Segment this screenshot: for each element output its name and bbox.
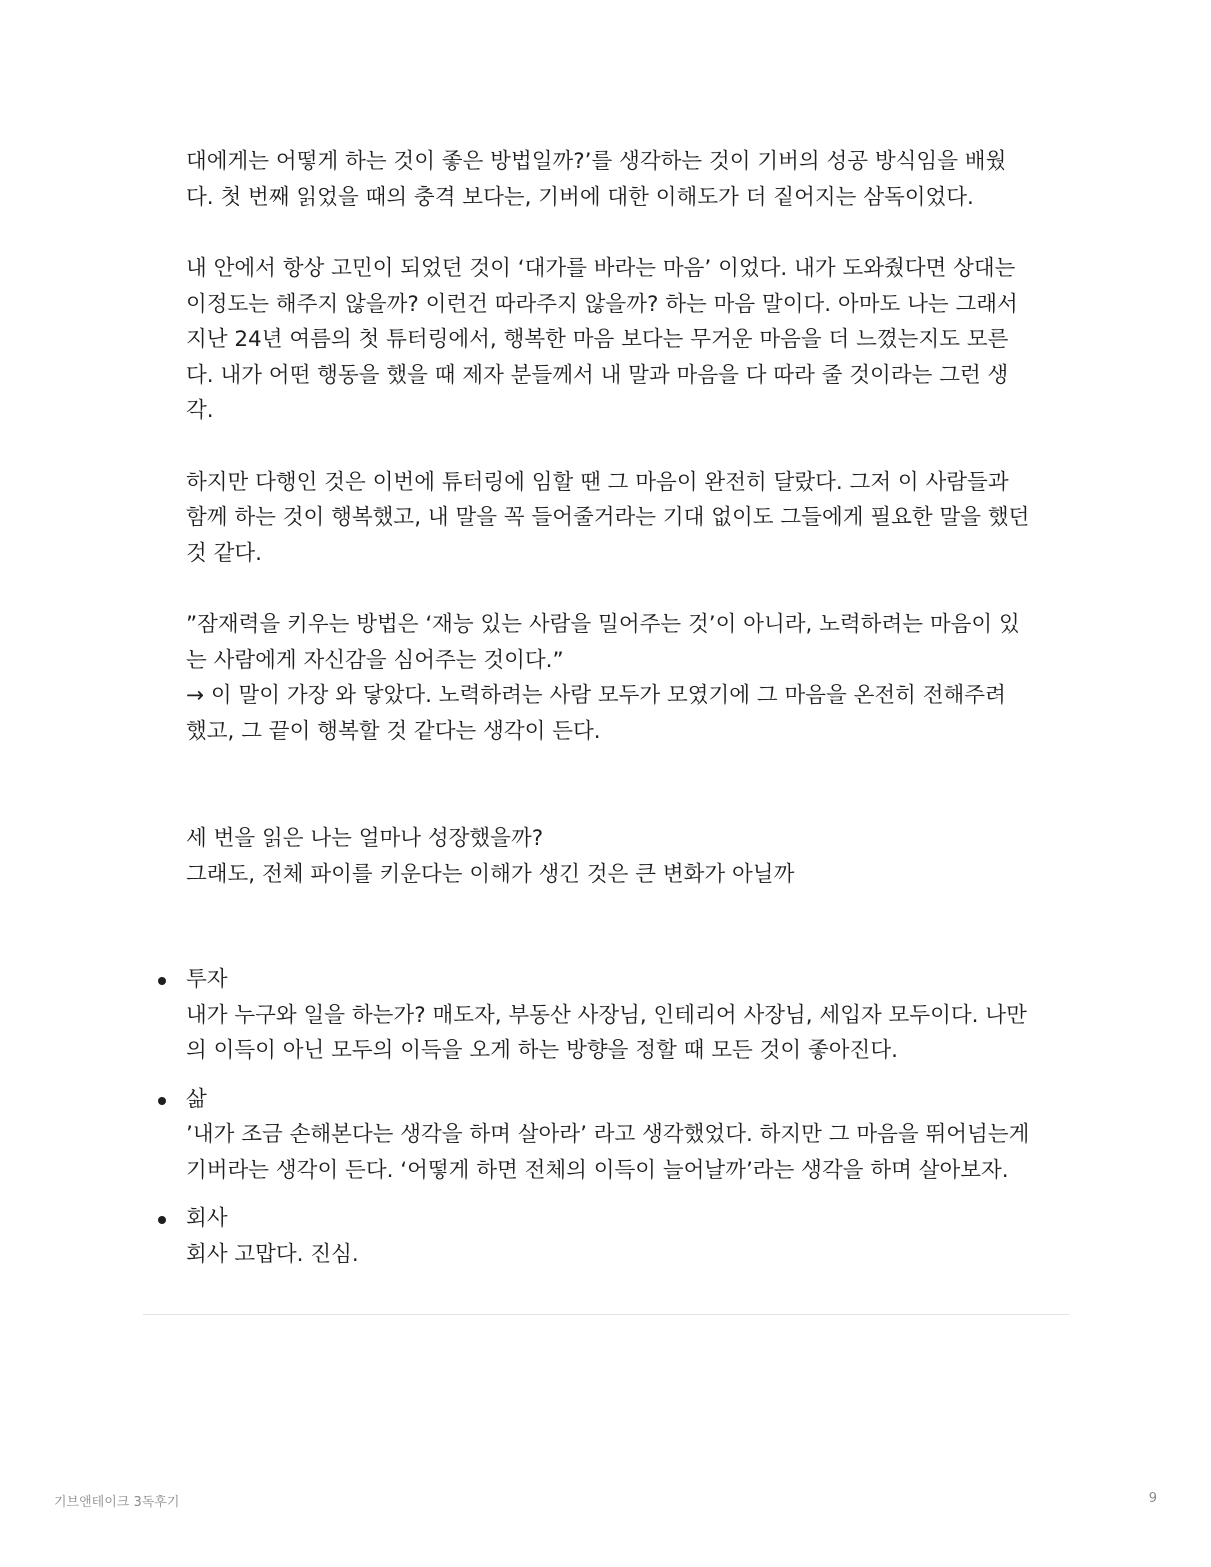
text-line: 의 이득이 아닌 모두의 이득을 오게 하는 방향을 정할 때 모든 것이 좋아진다. bbox=[186, 1038, 898, 1063]
bullet-title: 회사 bbox=[186, 1206, 228, 1231]
paragraph-5-reflection bbox=[186, 821, 1071, 892]
text-line: → 이 말이 가장 와 닿았다. 노력하려는 사람 모두가 모였기에 그 마음을 온전히 전해주려 bbox=[186, 683, 1006, 708]
list-item-life bbox=[186, 1082, 1071, 1189]
text-line: 했고, 그 끝이 행복할 것 같다는 생각이 든다. bbox=[186, 718, 601, 744]
text-line: 그래도, 전체 파이를 키운다는 이해가 생긴 것은 큰 변화가 아닐까 bbox=[186, 861, 795, 887]
text-line: ’내가 조금 손해본다는 생각을 하며 살아라’ 라고 생각했었다. 하지만 그 마음을 뛰어넘는게 bbox=[186, 1122, 1030, 1147]
paragraph-2 bbox=[186, 251, 1071, 429]
text-line: 지난 24년 여름의 첫 튜터링에서, 행복한 마음 보다는 무거운 마음을 더 느꼈는지도 모른 bbox=[186, 327, 1009, 352]
bullet-list bbox=[186, 962, 1071, 1272]
text-line: 이정도는 해주지 않을까? 이런건 따라주지 않을까? 하는 마음 말이다. 아마도 나는 그래서 bbox=[186, 291, 1018, 317]
text-line: 각. bbox=[186, 398, 214, 423]
bullet-body bbox=[186, 998, 1071, 1069]
text-line: 하지만 다행인 것은 이번에 튜터링에 임할 땐 그 마음이 완전히 달랐다. 그저 이 사람들과 bbox=[186, 469, 1009, 495]
footer-document-title: 기브앤테이크 3독후기 bbox=[54, 1495, 180, 1510]
bullet-body bbox=[186, 1117, 1071, 1188]
text-line: ”잠재력을 키우는 방법은 ‘재능 있는 사람을 밀어주는 것’이 아니라, 노력하려는 마음이 있 bbox=[186, 612, 1020, 637]
text-line: 것 같다. bbox=[186, 540, 262, 566]
paragraph-4-quote bbox=[186, 607, 1071, 749]
paragraph-1 bbox=[186, 144, 1071, 215]
list-item-investment bbox=[186, 962, 1071, 1069]
text-line: 회사 고맙다. 진심. bbox=[186, 1241, 359, 1267]
main-content bbox=[186, 144, 1071, 1285]
text-line: 내가 누구와 일을 하는가? 매도자, 부동산 사장님, 인테리어 사장님, 세입자 모두이다. 나만 bbox=[186, 1002, 1027, 1028]
text-line: 함께 하는 것이 행복했고, 내 말을 꼭 들어줄거라는 기대 없이도 그들에게 필요한 말을 했던 bbox=[186, 505, 1030, 530]
divider bbox=[143, 1314, 1069, 1315]
text-line: 세 번을 읽은 나는 얼마나 성장했을까? bbox=[186, 826, 544, 851]
text-line: 내 안에서 항상 고민이 되었던 것이 ‘대가를 바라는 마음’ 이었다. 내가 도와줬다면 상대는 bbox=[186, 256, 1016, 281]
text-line: 기버라는 생각이 든다. ‘어떻게 하면 전체의 이득이 늘어날까’라는 생각을 하며 살아보자. bbox=[186, 1157, 1009, 1183]
text-line: 대에게는 어떻게 하는 것이 좋은 방법일까?’를 생각하는 것이 기버의 성공 방식임을 배웠 bbox=[186, 149, 1007, 174]
footer-page-number: 9 bbox=[1148, 1491, 1157, 1506]
bullet-body bbox=[186, 1237, 1071, 1273]
bullet-title: 투자 bbox=[186, 967, 228, 992]
bullet-title: 삶 bbox=[186, 1086, 207, 1112]
list-item-company bbox=[186, 1201, 1071, 1272]
text-line: 는 사람에게 자신감을 심어주는 것이다.” bbox=[186, 647, 564, 673]
paragraph-3 bbox=[186, 465, 1071, 572]
text-line: 다. 첫 번째 읽었을 때의 충격 보다는, 기버에 대한 이해도가 더 짙어지는 삼독이었다. bbox=[186, 184, 974, 210]
text-line: 다. 내가 어떤 행동을 했을 때 제자 분들께서 내 말과 마음을 다 따라 줄 것이라는 그런 생 bbox=[186, 362, 1009, 388]
